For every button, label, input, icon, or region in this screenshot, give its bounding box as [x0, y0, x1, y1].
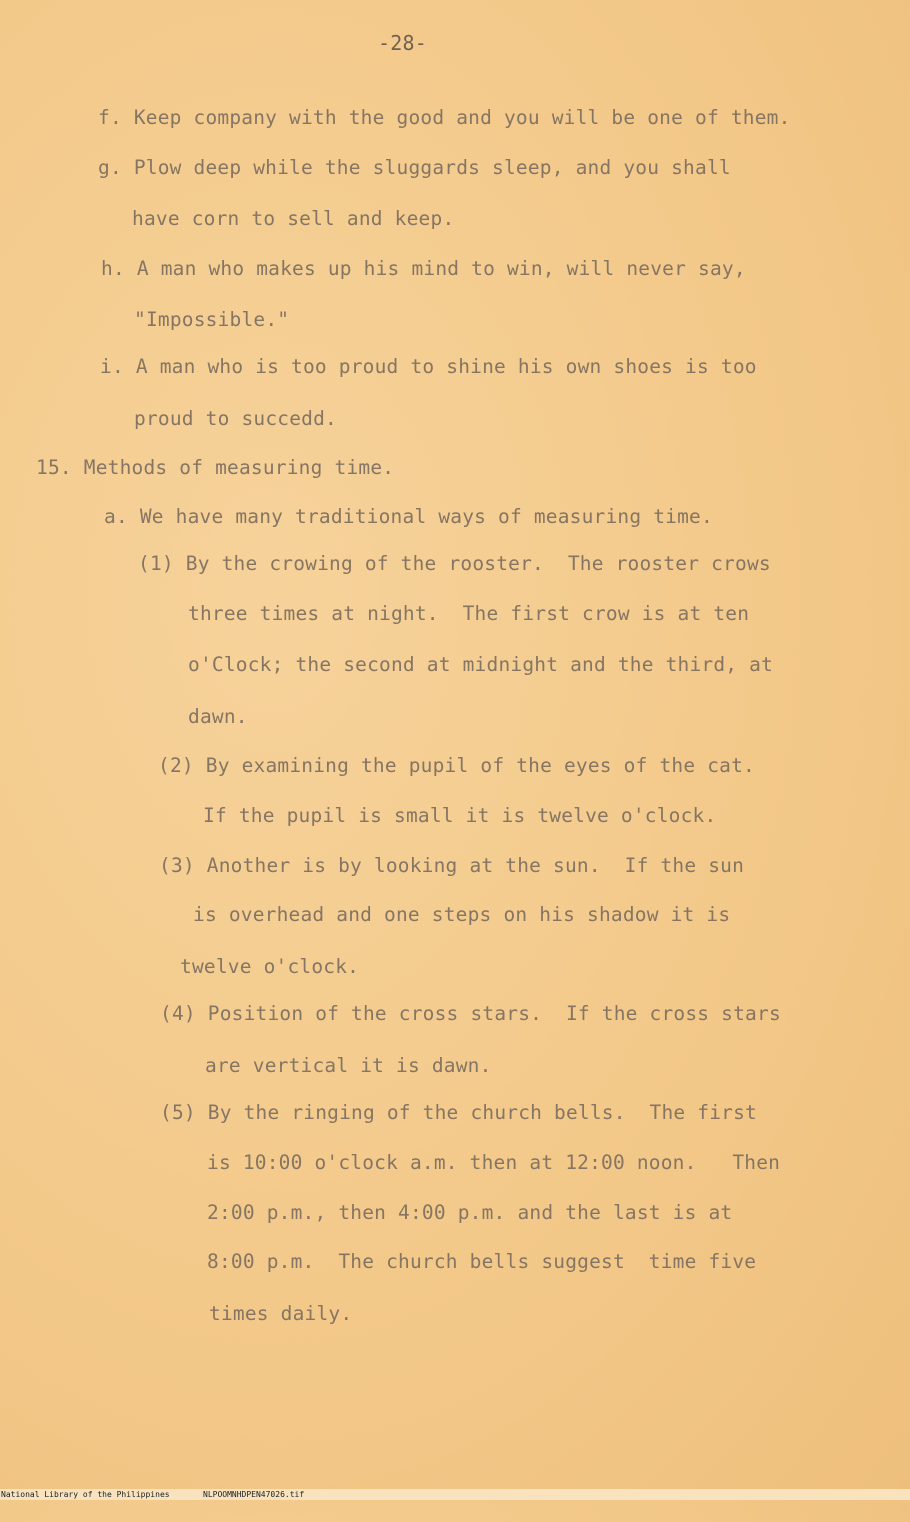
text-line: a. We have many traditional ways of measuring time. [104, 505, 713, 528]
text-line: (2) By examining the pupil of the eyes of the cat. [158, 754, 755, 777]
text-line: is 10:00 o'clock a.m. then at 12:00 noon. Then [207, 1151, 781, 1174]
text-line: times daily. [209, 1302, 353, 1325]
text-line: proud to succedd. [134, 407, 337, 430]
text-line: is overhead and one steps on his shadow it is [193, 903, 731, 926]
text-line: (1) By the crowing of the rooster. The rooster crows [138, 552, 771, 575]
text-line: h. A man who makes up his mind to win, will never say, [101, 257, 746, 280]
text-line: three times at night. The first crow is at ten [188, 602, 750, 625]
text-line: (5) By the ringing of the church bells. The first [160, 1101, 757, 1124]
text-line: have corn to sell and keep. [132, 207, 455, 230]
text-line: i. A man who is too proud to shine his own shoes is too [100, 355, 757, 378]
footer-filename: NLPOOMNHDPEN47026.tif [203, 1490, 305, 1499]
section-heading: 15. Methods of measuring time. [36, 456, 395, 479]
text-line: (3) Another is by looking at the sun. If the sun [159, 854, 745, 877]
page-number: -28- [378, 31, 427, 55]
scan-footer [0, 1489, 910, 1500]
footer-library: National Library of the Philippines [1, 1490, 170, 1499]
text-line: are vertical it is dawn. [205, 1054, 492, 1077]
text-line: o'Clock; the second at midnight and the third, at [188, 653, 774, 676]
text-line: (4) Position of the cross stars. If the cross stars [160, 1002, 781, 1025]
text-line: If the pupil is small it is twelve o'clock. [203, 804, 717, 827]
text-line: "Impossible." [134, 308, 290, 331]
text-line: 2:00 p.m., then 4:00 p.m. and the last is at [207, 1201, 733, 1224]
text-line: f. Keep company with the good and you will be one of them. [98, 106, 791, 129]
text-line: dawn. [188, 705, 248, 728]
text-line: g. Plow deep while the sluggards sleep, and you shall [98, 156, 731, 179]
text-line: 8:00 p.m. The church bells suggest time five [207, 1250, 757, 1273]
text-line: twelve o'clock. [180, 955, 360, 978]
